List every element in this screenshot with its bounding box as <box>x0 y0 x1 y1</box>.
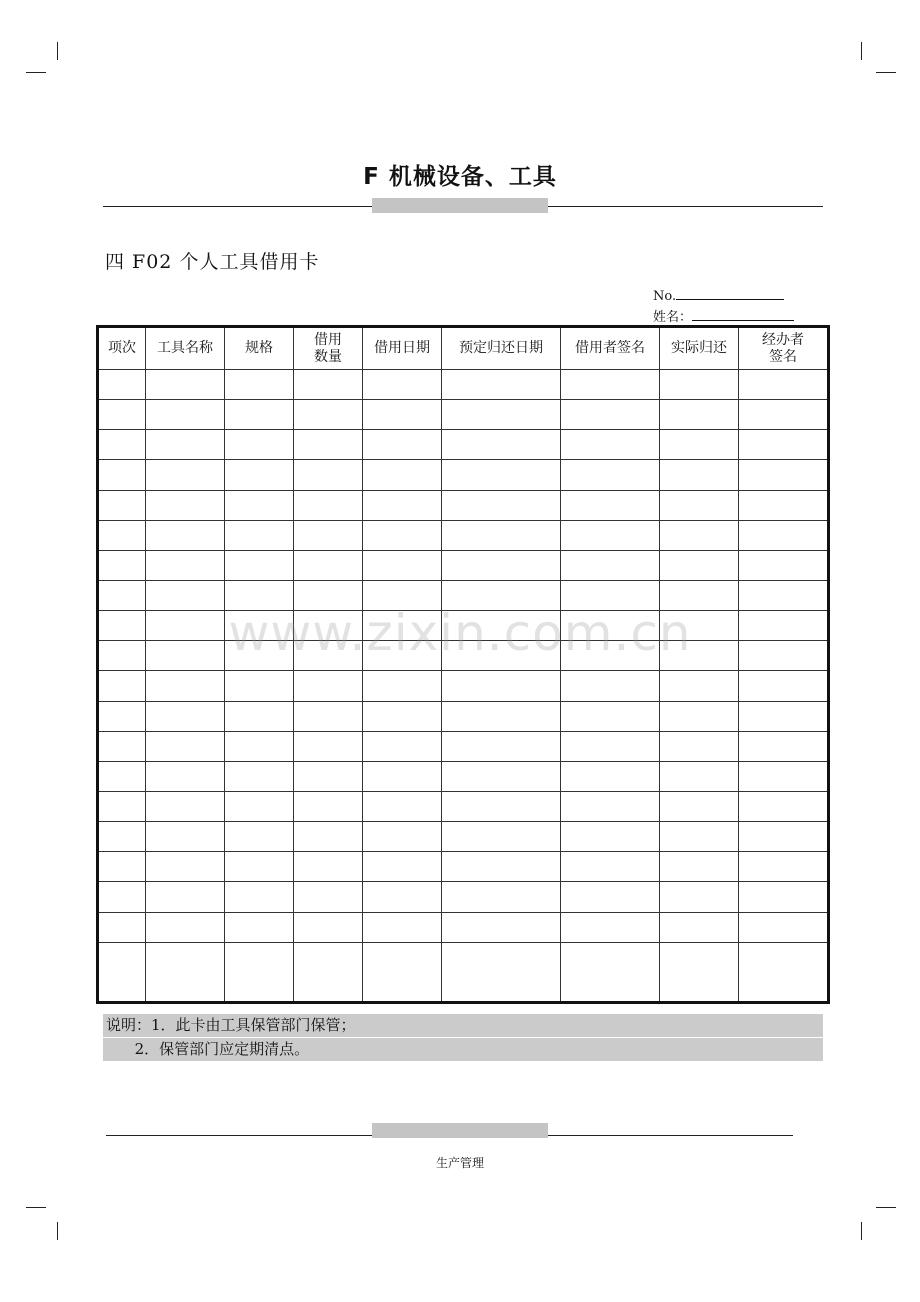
table-cell[interactable] <box>442 460 561 490</box>
table-cell[interactable] <box>739 701 829 731</box>
table-cell[interactable] <box>363 400 442 430</box>
table-cell[interactable] <box>561 580 660 610</box>
table-cell[interactable] <box>146 430 225 460</box>
table-cell[interactable] <box>363 520 442 550</box>
table-cell[interactable] <box>294 550 363 580</box>
table-cell[interactable] <box>442 400 561 430</box>
table-cell[interactable] <box>739 731 829 761</box>
table-cell[interactable] <box>442 791 561 821</box>
table-cell[interactable] <box>442 641 561 671</box>
table-cell[interactable] <box>294 641 363 671</box>
table-cell[interactable] <box>225 761 294 791</box>
table-cell[interactable] <box>294 490 363 520</box>
table-cell[interactable] <box>294 580 363 610</box>
table-cell[interactable] <box>225 370 294 400</box>
table-cell[interactable] <box>294 822 363 852</box>
table-cell[interactable] <box>739 791 829 821</box>
table-cell[interactable] <box>146 701 225 731</box>
table-cell[interactable] <box>660 731 739 761</box>
table-cell[interactable] <box>294 852 363 882</box>
form-subtitle: 四 F02 个人工具借用卡 <box>105 251 320 273</box>
note-line-1: 说明：1．此卡由工具保管部门保管； <box>103 1014 823 1037</box>
table-cell[interactable] <box>146 822 225 852</box>
table-row <box>98 942 829 1002</box>
name-line <box>692 308 794 321</box>
table-cell[interactable] <box>739 490 829 520</box>
table-cell[interactable] <box>660 852 739 882</box>
table-row <box>98 430 829 460</box>
table-cell[interactable] <box>225 822 294 852</box>
table-cell[interactable] <box>146 942 225 1002</box>
table-cell[interactable] <box>739 671 829 701</box>
table-cell[interactable] <box>294 400 363 430</box>
table-cell[interactable] <box>225 852 294 882</box>
table-row <box>98 912 829 942</box>
table-cell[interactable] <box>561 611 660 641</box>
crop-mark <box>26 1207 46 1208</box>
table-cell[interactable] <box>739 942 829 1002</box>
table-cell[interactable] <box>363 912 442 942</box>
table-row <box>98 580 829 610</box>
table-cell[interactable] <box>739 822 829 852</box>
table-cell[interactable] <box>98 912 146 942</box>
table-cell[interactable] <box>660 611 739 641</box>
table-cell[interactable] <box>442 701 561 731</box>
table-row <box>98 611 829 641</box>
table-cell[interactable] <box>442 912 561 942</box>
table-cell[interactable] <box>225 701 294 731</box>
table-row <box>98 460 829 490</box>
table-header-row <box>98 327 829 370</box>
table-cell[interactable] <box>561 460 660 490</box>
table-row <box>98 731 829 761</box>
table-cell[interactable] <box>442 430 561 460</box>
table-row <box>98 550 829 580</box>
table-cell[interactable] <box>363 761 442 791</box>
table-cell[interactable] <box>561 942 660 1002</box>
table-cell[interactable] <box>294 731 363 761</box>
table-cell[interactable] <box>739 520 829 550</box>
table-cell[interactable] <box>561 550 660 580</box>
table-cell[interactable] <box>739 852 829 882</box>
table-row <box>98 641 829 671</box>
table-cell[interactable] <box>146 370 225 400</box>
table-cell[interactable] <box>294 882 363 912</box>
form-number-field <box>653 287 784 304</box>
table-cell[interactable] <box>442 822 561 852</box>
column-header-actual-return: 实际归还 <box>660 327 739 370</box>
table-cell[interactable] <box>98 400 146 430</box>
table-cell[interactable] <box>442 761 561 791</box>
table-cell[interactable] <box>98 580 146 610</box>
table-cell[interactable] <box>660 400 739 430</box>
table-cell[interactable] <box>98 731 146 761</box>
table-cell[interactable] <box>363 701 442 731</box>
table-cell[interactable] <box>294 671 363 701</box>
table-row <box>98 520 829 550</box>
table-cell[interactable] <box>98 520 146 550</box>
table-cell[interactable] <box>363 641 442 671</box>
table-cell[interactable] <box>98 460 146 490</box>
table-cell[interactable] <box>98 791 146 821</box>
table-cell[interactable] <box>442 490 561 520</box>
table-cell[interactable] <box>739 912 829 942</box>
table-row <box>98 370 829 400</box>
table-cell[interactable] <box>561 852 660 882</box>
table-cell[interactable] <box>146 400 225 430</box>
table-cell[interactable] <box>98 852 146 882</box>
table-cell[interactable] <box>363 370 442 400</box>
watermark: www.zixin.com.cn <box>228 604 692 662</box>
table-cell[interactable] <box>225 520 294 550</box>
table-cell[interactable] <box>442 370 561 400</box>
table-row <box>98 701 829 731</box>
table-cell[interactable] <box>660 942 739 1002</box>
table-cell[interactable] <box>739 882 829 912</box>
table-cell[interactable] <box>225 731 294 761</box>
footer-text: 生产管理 <box>435 1156 484 1170</box>
table-cell[interactable] <box>660 701 739 731</box>
crop-mark <box>861 42 862 60</box>
table-cell[interactable] <box>294 460 363 490</box>
table-cell[interactable] <box>363 550 442 580</box>
column-header-due-date: 预定归还日期 <box>442 327 561 370</box>
column-header-tool-name: 工具名称 <box>146 327 225 370</box>
table-cell[interactable] <box>363 882 442 912</box>
table-cell[interactable] <box>294 701 363 731</box>
column-header-spec: 规格 <box>225 327 294 370</box>
form-number-label: No. <box>653 289 677 304</box>
table-cell[interactable] <box>739 761 829 791</box>
crop-mark <box>876 72 896 73</box>
name-label: 姓名： <box>653 310 693 325</box>
table-cell[interactable] <box>98 671 146 701</box>
table-cell[interactable] <box>146 731 225 761</box>
table-cell[interactable] <box>363 580 442 610</box>
column-header-borrow-date: 借用日期 <box>363 327 442 370</box>
table-cell[interactable] <box>660 520 739 550</box>
table-cell[interactable] <box>561 822 660 852</box>
table-cell[interactable] <box>294 430 363 460</box>
table-cell[interactable] <box>660 671 739 701</box>
table-cell[interactable] <box>442 611 561 641</box>
table-cell[interactable] <box>294 912 363 942</box>
form-number-line <box>676 287 784 300</box>
table-cell[interactable] <box>739 580 829 610</box>
crop-mark <box>861 1222 862 1240</box>
table-cell[interactable] <box>146 912 225 942</box>
table-cell[interactable] <box>225 641 294 671</box>
table-cell[interactable] <box>225 942 294 1002</box>
table-row <box>98 852 829 882</box>
table-cell[interactable] <box>294 761 363 791</box>
table-cell[interactable] <box>146 791 225 821</box>
table-cell[interactable] <box>146 520 225 550</box>
table-cell[interactable] <box>146 882 225 912</box>
table-cell[interactable] <box>294 370 363 400</box>
table-cell[interactable] <box>561 520 660 550</box>
table-cell[interactable] <box>660 822 739 852</box>
table-cell[interactable] <box>225 490 294 520</box>
table-cell[interactable] <box>294 611 363 641</box>
table-cell[interactable] <box>146 580 225 610</box>
crop-mark <box>57 1222 58 1240</box>
table-cell[interactable] <box>561 912 660 942</box>
table-cell[interactable] <box>561 761 660 791</box>
table-cell[interactable] <box>294 942 363 1002</box>
table-row <box>98 761 829 791</box>
table-row <box>98 791 829 821</box>
crop-mark <box>57 42 58 60</box>
table-cell[interactable] <box>442 731 561 761</box>
crop-mark <box>876 1207 896 1208</box>
column-header-borrower-signature: 借用者签名 <box>561 327 660 370</box>
table-cell[interactable] <box>442 580 561 610</box>
note-line-2: 2．保管部门应定期清点。 <box>103 1038 823 1061</box>
table-row <box>98 671 829 701</box>
table-cell[interactable] <box>98 882 146 912</box>
table-cell[interactable] <box>363 611 442 641</box>
table-cell[interactable] <box>660 370 739 400</box>
table-cell[interactable] <box>98 822 146 852</box>
name-field <box>653 306 794 325</box>
table-cell[interactable] <box>561 490 660 520</box>
table-row <box>98 400 829 430</box>
crop-mark <box>26 72 46 73</box>
table-cell[interactable] <box>225 400 294 430</box>
table-cell[interactable] <box>739 611 829 641</box>
table-cell[interactable] <box>225 550 294 580</box>
table-cell[interactable] <box>561 641 660 671</box>
table-cell[interactable] <box>739 460 829 490</box>
table-cell[interactable] <box>225 430 294 460</box>
notes-block <box>103 1014 823 1061</box>
table-cell[interactable] <box>146 550 225 580</box>
table-row <box>98 882 829 912</box>
footer-rule-block <box>372 1123 548 1138</box>
table-cell[interactable] <box>225 580 294 610</box>
table-cell[interactable] <box>363 822 442 852</box>
table-cell[interactable] <box>225 882 294 912</box>
table-cell[interactable] <box>561 400 660 430</box>
table-cell[interactable] <box>363 671 442 701</box>
table-cell[interactable] <box>294 520 363 550</box>
table-cell[interactable] <box>561 882 660 912</box>
table-cell[interactable] <box>442 942 561 1002</box>
table-cell[interactable] <box>98 370 146 400</box>
column-header-quantity: 借用 数量 <box>294 327 363 370</box>
table-cell[interactable] <box>98 701 146 731</box>
table-cell[interactable] <box>225 460 294 490</box>
table-cell[interactable] <box>146 852 225 882</box>
borrow-card-table <box>96 325 830 1004</box>
table-cell[interactable] <box>660 791 739 821</box>
table-cell[interactable] <box>146 641 225 671</box>
table-cell[interactable] <box>561 701 660 731</box>
table-cell[interactable] <box>363 460 442 490</box>
table-cell[interactable] <box>660 430 739 460</box>
table-cell[interactable] <box>442 882 561 912</box>
table-cell[interactable] <box>561 791 660 821</box>
table-cell[interactable] <box>98 490 146 520</box>
table-cell[interactable] <box>146 460 225 490</box>
table-cell[interactable] <box>98 761 146 791</box>
table-cell[interactable] <box>225 791 294 821</box>
table-cell[interactable] <box>363 791 442 821</box>
table-cell[interactable] <box>660 882 739 912</box>
table-cell[interactable] <box>660 550 739 580</box>
table-cell[interactable] <box>146 671 225 701</box>
table-cell[interactable] <box>225 671 294 701</box>
table-cell[interactable] <box>561 731 660 761</box>
table-cell[interactable] <box>561 430 660 460</box>
table-cell[interactable] <box>146 490 225 520</box>
table-cell[interactable] <box>442 550 561 580</box>
table-row <box>98 822 829 852</box>
table-cell[interactable] <box>363 430 442 460</box>
table-cell[interactable] <box>660 490 739 520</box>
table-cell[interactable] <box>98 611 146 641</box>
table-cell[interactable] <box>363 942 442 1002</box>
table-cell[interactable] <box>739 370 829 400</box>
table-cell[interactable] <box>98 942 146 1002</box>
table-cell[interactable] <box>660 761 739 791</box>
table-cell[interactable] <box>442 520 561 550</box>
table-cell[interactable] <box>660 460 739 490</box>
header-rule-block <box>372 198 548 213</box>
table-cell[interactable] <box>98 641 146 671</box>
table-cell[interactable] <box>146 761 225 791</box>
table-cell[interactable] <box>660 912 739 942</box>
table-cell[interactable] <box>739 550 829 580</box>
table-cell[interactable] <box>739 400 829 430</box>
table-cell[interactable] <box>660 580 739 610</box>
table-cell[interactable] <box>442 852 561 882</box>
table-cell[interactable] <box>739 430 829 460</box>
table-cell[interactable] <box>660 641 739 671</box>
table-cell[interactable] <box>363 731 442 761</box>
table-cell[interactable] <box>561 671 660 701</box>
column-header-handler-signature: 经办者 签名 <box>739 327 829 370</box>
table-cell[interactable] <box>294 791 363 821</box>
table-cell[interactable] <box>561 370 660 400</box>
table-cell[interactable] <box>225 611 294 641</box>
table-cell[interactable] <box>363 852 442 882</box>
table-body <box>98 370 829 1003</box>
table-cell[interactable] <box>442 671 561 701</box>
column-header-item-no: 项次 <box>98 327 146 370</box>
table-cell[interactable] <box>363 490 442 520</box>
table-cell[interactable] <box>225 912 294 942</box>
section-title: F 机械设备、工具 <box>363 164 557 190</box>
table-cell[interactable] <box>739 641 829 671</box>
table-cell[interactable] <box>98 550 146 580</box>
table-cell[interactable] <box>146 611 225 641</box>
table-row <box>98 490 829 520</box>
table-cell[interactable] <box>98 430 146 460</box>
